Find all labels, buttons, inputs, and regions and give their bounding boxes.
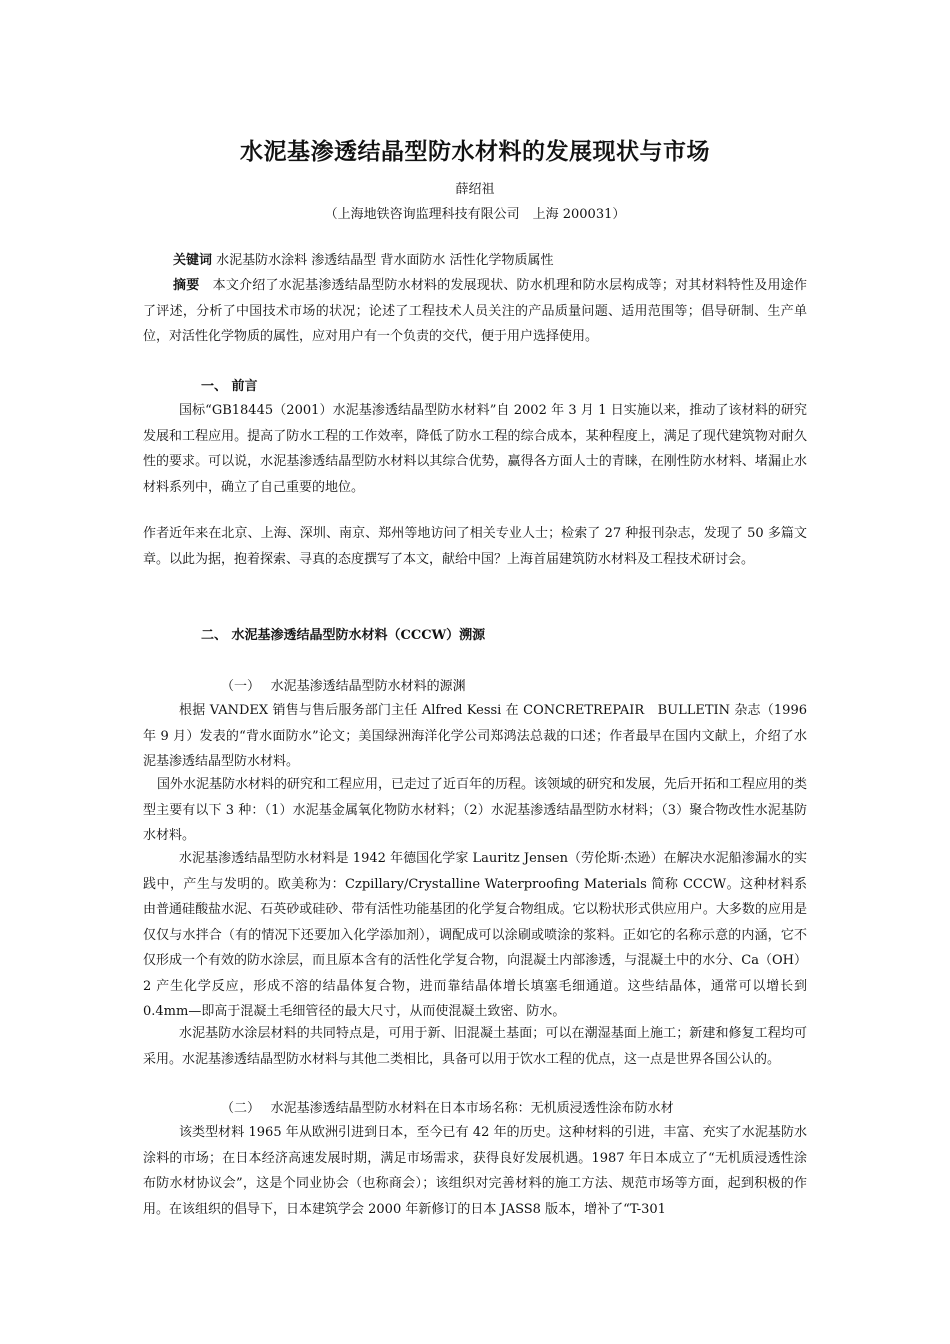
section1-paragraph-1: 国标“GB18445（2001）水泥基渗透结晶型防水材料”自 2002 年 3 月 1 日实施以来，推动了该材料的研究发展和工程应用。提高了防水工程的工作效率，降低了防水工程的综合成本，某种程度上，满足了现代建筑物对耐久性的要求。可以说，水泥基渗透结晶型防水材料以其综合优势，赢得各方面人士的青睐，在刚性防水材料、堵漏止水材料系列中，确立了自己重要的地位。 — [143, 403, 807, 495]
subsection1-paragraph-4: 水泥基防水涂层材料的共同特点是，可用于新、旧混凝土基面；可以在潮湿基面上施工；新建和修复工程均可采用。水泥基渗透结晶型防水材料与其他二类相比，具备可以用于饮水工程的优点，这一点是世界各国公认的。 — [143, 1026, 807, 1067]
subsection1-paragraph-3: 水泥基渗透结晶型防水材料是 1942 年德国化学家 Lauritz Jensen（劳伦斯·杰逊）在解决水泥船渗漏水的实践中，产生与发明的。欧美称为：Czpillary/Crystalline Waterproofing Materials 简称 CCCW。这种材料系由普通硅酸盐水泥、石英砂或硅砂、带有活性功能基团的化学复合物组成。它以粉状形式供应用户。大多数的应用是仅仅与水拌合（有的情况下还要加入化学添加剂），调配成可以涂刷或喷涂的浆料。正如它的名称示意的内涵，它不仅形成一个有效的防水涂层，而且原本含有的活性化学复合物，向混凝土内部渗透，与混凝土中的水分、Ca（OH）2 产生化学反应，形成不溶的结晶体复合物，进而靠结晶体增长填塞毛细通道。这些结晶体，通常可以增长到 0.4mm—即高于混凝土毛细管径的最大尺寸，从而使混凝土致密、防水。 — [143, 851, 807, 1019]
subsection1-heading: （一） 水泥基渗透结晶型防水材料的源渊 — [221, 679, 466, 694]
section2-heading: 二、 水泥基渗透结晶型防水材料（CCCW）溯源 — [201, 628, 486, 643]
keywords-text: 水泥基防水涂料 渗透结晶型 背水面防水 活性化学物质属性 — [212, 253, 554, 268]
abstract-paragraph — [143, 273, 807, 350]
abstract-text: 本文介绍了水泥基渗透结晶型防水材料的发展现状、防水机理和防水层构成等；对其材料特性及用途作了评述，分析了中国技术市场的状况；论述了工程技术人员关注的产品质量问题、适用范围等；倡导研制、生产单位，对活性化学物质的属性，应对用户有一个负责的交代，便于用户选择使用。 — [143, 278, 807, 344]
author-name: 薛绍祖 — [455, 182, 495, 197]
section1-paragraph-2: 作者近年来在北京、上海、深圳、南京、郑州等地访问了相关专业人士；检索了 27 种报刊杂志，发现了 50 多篇文章。以此为据，抱着探索、寻真的态度撰写了本文，献给中国？上海首届建筑防水材料及工程技术研讨会。 — [143, 526, 807, 567]
subsection2-heading: （二） 水泥基渗透结晶型防水材料在日本市场名称：无机质浸透性涂布防水材 — [221, 1101, 674, 1116]
subsection1-paragraph-2: 国外水泥基防水材料的研究和工程应用，已走过了近百年的历程。该领域的研究和发展，先后开拓和工程应用的类型主要有以下 3 种：（1）水泥基金属氧化物防水材料；（2）水泥基渗透结晶型防水材料；（3）聚合物改性水泥基防水材料。 — [143, 777, 808, 843]
section1-heading: 一、 前言 — [201, 379, 258, 394]
subsection1-paragraph-1: 根据 VANDEX 销售与售后服务部门主任 Alfred Kessi 在 CONCRETREPAIR BULLETIN 杂志（1996 年 9 月）发表的“背水面防水”论文；美国绿洲海洋化学公司郑鸿法总裁的口述；作者最早在国内文献上，介绍了水泥基渗透结晶型防水材料。 — [143, 703, 807, 769]
keywords-line — [143, 248, 807, 274]
subsection2-paragraph-1: 该类型材料 1965 年从欧洲引进到日本，至今已有 42 年的历史。这种材料的引进，丰富、充实了水泥基防水涂料的市场；在日本经济高速发展时期，满足市场需求，获得良好发展机遇。1987 年日本成立了“无机质浸透性涂布防水材协议会”，这是个同业协会（也称商会）；该组织对完善材料的施工方法、规范市场等方面，起到积极的作用。在该组织的倡导下，日本建筑学会 2000 年新修订的日本 JASS8 版本，增补了“T-301 — [143, 1125, 807, 1217]
document-title: 水泥基渗透结晶型防水材料的发展现状与市场 — [240, 139, 710, 165]
abstract-label: 摘要 — [173, 278, 200, 293]
keywords-label: 关键词 — [173, 253, 213, 268]
author-affiliation: （上海地铁咨询监理科技有限公司 上海 200031） — [324, 207, 626, 222]
